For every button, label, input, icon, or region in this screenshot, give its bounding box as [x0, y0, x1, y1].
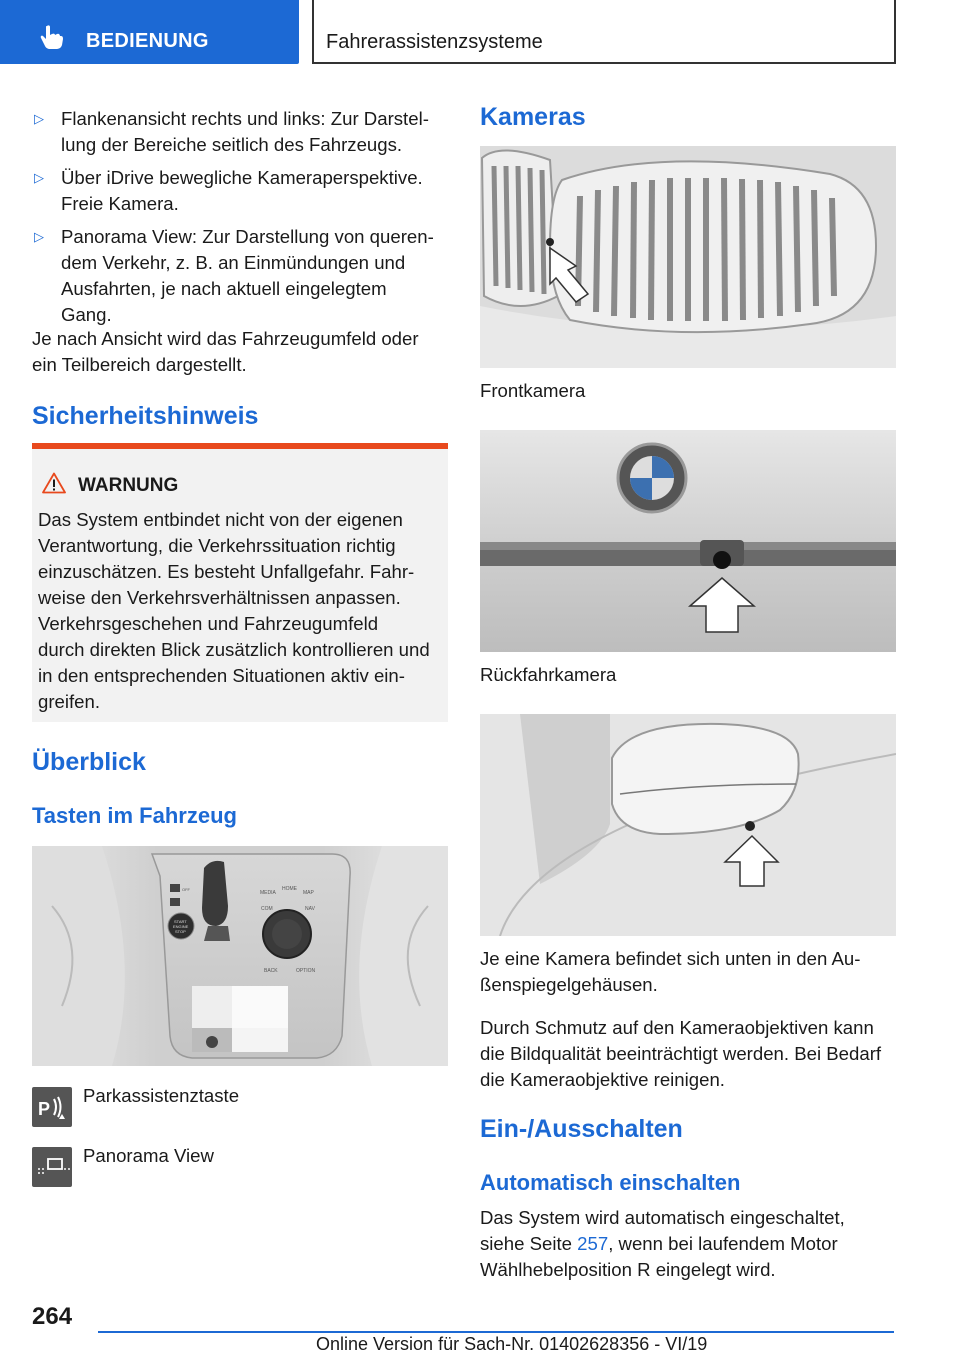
mirror-camera-text	[480, 946, 896, 998]
dirt-warning-text	[480, 1015, 896, 1093]
rear-camera-caption: Rückfahrkamera	[480, 664, 617, 685]
off-key-label: OFF	[182, 887, 190, 892]
engine-key-label: ENGINE	[173, 924, 189, 929]
paragraph-line: Das System wird automatisch eingeschaltet,	[480, 1207, 845, 1228]
footer-version: Online Version für Sach-Nr. 01402628356 - VI/19	[316, 1334, 708, 1354]
park-assist-icon	[32, 1087, 72, 1127]
list-item-line: Über iDrive bewegliche Kameraperspektive.	[61, 167, 423, 188]
buttons-heading: Tasten im Fahrzeug	[32, 803, 237, 828]
list-item-line: Ausfahrten, je nach aktuell eingelegtem	[61, 278, 387, 299]
auto-on-text	[480, 1205, 896, 1283]
list-item-line: lung der Bereiche seitlich des Fahrzeugs.	[61, 134, 403, 155]
onoff-heading: Ein-/Ausschalten	[480, 1115, 683, 1143]
panorama-view-label: Panorama View	[83, 1145, 214, 1166]
section-tab[interactable]	[0, 0, 299, 64]
nav-key-label: NAV	[305, 906, 315, 912]
warning-line: in den entsprechenden Situationen aktiv ein-	[38, 665, 405, 686]
footer-divider	[98, 1331, 894, 1333]
paragraph-line: Durch Schmutz auf den Kameraobjektiven kann	[480, 1017, 874, 1038]
cameras-heading: Kameras	[480, 103, 586, 131]
paragraph-line: ein Teilbereich dargestellt.	[32, 354, 247, 375]
list-item-line: Flankenansicht rechts und links: Zur Darstel-	[61, 108, 429, 129]
chapter-header	[312, 0, 896, 64]
map-key-label: MAP	[303, 890, 314, 896]
list-item-line: Freie Kamera.	[61, 193, 179, 214]
rear-camera-image	[480, 430, 896, 652]
svg-text:P: P	[38, 1099, 51, 1119]
triangle-bullet-icon: ▷	[34, 229, 44, 244]
warning-line: einzuschätzen. Es besteht Unfallgefahr. Fahr-	[38, 561, 415, 582]
triangle-bullet-icon: ▷	[34, 111, 44, 126]
list-item-line: Gang.	[61, 304, 112, 325]
section-label: BEDIENUNG	[86, 30, 209, 52]
text-span: , wenn bei laufendem Motor	[608, 1233, 838, 1254]
com-key-label: COM	[261, 906, 273, 912]
warning-line: Verantwortung, die Verkehrssituation richtig	[38, 535, 396, 556]
paragraph-line: die Kameraobjektive reinigen.	[480, 1069, 725, 1090]
start-key-label: START	[174, 919, 187, 924]
list-item	[32, 106, 448, 158]
warning-line: weise den Verkehrsverhältnissen anpassen.	[38, 587, 401, 608]
warning-line: Das System entbindet nicht von der eigenen	[38, 509, 403, 530]
paragraph-line: ßenspiegelgehäusen.	[480, 974, 658, 995]
page-link[interactable]: 257	[577, 1233, 609, 1254]
camera-view-list	[32, 106, 448, 335]
auto-on-heading: Automatisch einschalten	[480, 1170, 741, 1195]
warning-line: greifen.	[38, 691, 101, 712]
triangle-bullet-icon: ▷	[34, 170, 44, 185]
page-number: 264	[32, 1303, 73, 1330]
paragraph-line: Je eine Kamera befindet sich unten in den Au-	[480, 948, 861, 969]
home-key-label: HOME	[282, 886, 297, 892]
overview-heading: Überblick	[32, 748, 146, 776]
option-key-label: OPTION	[296, 968, 316, 974]
list-item-line: Panorama View: Zur Darstellung von queren-	[61, 226, 434, 247]
warning-line: Verkehrsgeschehen und Fahrzeugumfeld	[38, 613, 379, 634]
paragraph-line	[480, 1231, 896, 1257]
media-key-label: MEDIA	[260, 890, 276, 896]
back-key-label: BACK	[264, 968, 278, 974]
hand-pointer-icon	[38, 24, 64, 50]
text-span: siehe Seite	[480, 1233, 578, 1254]
warning-triangle-icon	[42, 472, 66, 494]
stop-key-label: STOP	[175, 929, 186, 934]
list-item-line: dem Verkehr, z. B. an Einmündungen und	[61, 252, 406, 273]
list-item	[32, 224, 448, 328]
warning-title: WARNUNG	[78, 475, 179, 496]
front-camera-caption: Frontkamera	[480, 380, 586, 401]
list-item	[32, 165, 448, 217]
panorama-view-icon	[32, 1147, 72, 1187]
view-paragraph	[32, 326, 448, 378]
paragraph-line: die Bildqualität beeinträchtigt werden. Bei Bedarf	[480, 1043, 882, 1064]
safety-heading: Sicherheitshinweis	[32, 402, 259, 430]
warning-line: durch direkten Blick zusätzlich kontrollieren und	[38, 639, 430, 660]
warning-text	[38, 507, 448, 715]
chapter-title: Fahrerassistenzsysteme	[326, 31, 543, 53]
park-assist-label: Parkassistenztaste	[83, 1085, 240, 1106]
front-camera-image	[480, 146, 896, 368]
center-console-image	[32, 846, 448, 1066]
mirror-camera-image	[480, 714, 896, 936]
paragraph-line: Wählhebelposition R eingelegt wird.	[480, 1259, 776, 1280]
warning-box	[32, 443, 448, 722]
paragraph-line: Je nach Ansicht wird das Fahrzeugumfeld oder	[32, 328, 419, 349]
